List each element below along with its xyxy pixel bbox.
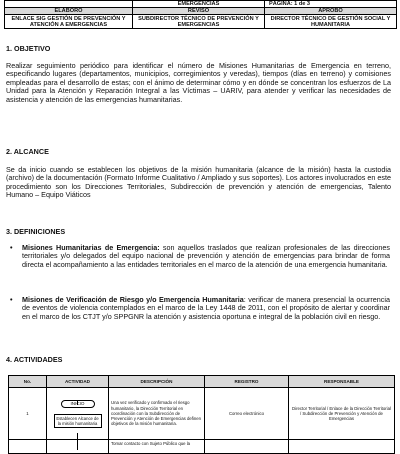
activity-record: Correo electrónico bbox=[205, 388, 289, 440]
section-title-definiciones: 3. DEFINICIONES bbox=[6, 227, 66, 236]
role-aprobo: APROBÓ bbox=[265, 8, 397, 15]
bullet-icon: • bbox=[10, 295, 13, 304]
section-title-actividades: 4. ACTIVIDADES bbox=[6, 355, 63, 364]
objetivo-text: Realizar seguimiento periódico para identificar el número de Misiones Humanitarias de Emergencia en terreno, especificando lugares (departamentos, municipios, corregimientos y veredas), tiempos (días en terreno) y comisiones empleadas para el desarrollo de estas; con el ánimo de determinar cómo y en dónde se concentran los esfuerzos de La Unidad para la Atención y Reparación Integral a las Víctimas – UARIV, para atender y verificar las necesidades de asistencia y atención de las emergencias humanitarias. bbox=[6, 61, 391, 104]
table-row bbox=[9, 388, 395, 440]
column-header-registro: REGISTRO bbox=[205, 376, 289, 388]
position-aprobo: DIRECTOR TÉCNICO DE GESTIÓN SOCIAL Y HUMANITARIA bbox=[265, 15, 397, 29]
start-terminator: INICIO bbox=[61, 400, 95, 408]
bullet-icon: • bbox=[10, 243, 13, 252]
activities-table bbox=[8, 375, 395, 454]
role-elaboro: ELABORÓ bbox=[5, 8, 133, 15]
flow-connector-line bbox=[77, 401, 78, 405]
column-header-responsable: RESPONSABLE bbox=[289, 376, 395, 388]
definition-term: Misiones de Verificación de Riesgo y/o Emergencia Humanitaria bbox=[22, 295, 244, 304]
activity-description: Tomar contacto con Sujeto Público que la bbox=[109, 440, 205, 454]
position-reviso: SUBDIRECTOR TÉCNICO DE PREVENCIÓN Y EMERGENCIAS bbox=[133, 15, 265, 29]
header-top-middle: EMERGENCIAS bbox=[133, 1, 265, 8]
column-header-actividad: ACTIVIDAD bbox=[47, 376, 109, 388]
definition-item bbox=[10, 295, 390, 321]
approval-header-table bbox=[4, 0, 397, 29]
role-reviso: REVISÓ bbox=[133, 8, 265, 15]
alcance-text: Se da inicio cuando se establecen los objetivos de la misión humanitaria (alcance de la misión) hasta la custodia (archivo) de la documentación (Formato Informe Cualitativo / Ampliado y sus soportes). Los actores involucrados en este procedimiento son los Direcciones Territoriales, Subdirección de prevención y atención de emergencias, Talento Humano – Equipo Viáticos bbox=[6, 165, 391, 200]
flow-connector-line bbox=[77, 433, 78, 450]
section-title-objetivo: 1. OBJETIVO bbox=[6, 44, 51, 53]
activity-cell bbox=[47, 388, 109, 440]
column-header-no: No. bbox=[9, 376, 47, 388]
activity-step-box: Establecen Alcance de la misión humanitaria bbox=[54, 414, 102, 428]
row-number bbox=[9, 440, 47, 454]
definition-item bbox=[10, 243, 391, 269]
activity-responsible: Director Territorial / Enlace de la Dirección Territorial / Subdirección de Prevención y Atención de Emergencias bbox=[289, 388, 395, 440]
column-header-descripcion: DESCRIPCIÓN bbox=[109, 376, 205, 388]
position-elaboro: ENLACE SIG GESTIÓN DE PREVENCIÓN Y ATENCIÓN A EMERGENCIAS bbox=[5, 15, 133, 29]
activity-record bbox=[205, 440, 289, 454]
row-number: 1 bbox=[9, 388, 47, 440]
definition-term: Misiones Humanitarias de Emergencia: bbox=[22, 243, 160, 252]
definition-text: : verificar de manera presencial la ocurrencia de eventos de violencia contemplados en el marco de la Ley 1448 de 2011, con el propósito de alertar y coordinar en el marco de los CTJT y/o SPPGNR la atención y asistencia oportuna e integral de la población civil en riesgo. bbox=[22, 295, 390, 321]
table-row bbox=[9, 440, 395, 454]
header-top-left bbox=[5, 1, 133, 8]
section-title-alcance: 2. ALCANCE bbox=[6, 147, 49, 156]
page-number: PÁGINA: 1 de 3 bbox=[265, 1, 397, 8]
activity-description: Una vez verificado y confirmado el riesgo humanitario, la Dirección Territorial en coordinación con la Subdirección de Prevención y Atención de Emergencias definen objetivos de la misión humanitaria. bbox=[109, 388, 205, 440]
activity-responsible bbox=[289, 440, 395, 454]
definition-text: son aquellos traslados que realizan profesionales de las direcciones territoriales y/o delegados del equipo nacional de prevención y atención de emergencias para brindar de forma directa el acompañamiento a las entidades territoriales en el marco de la atención de una emergencia humanitaria. bbox=[22, 243, 391, 269]
